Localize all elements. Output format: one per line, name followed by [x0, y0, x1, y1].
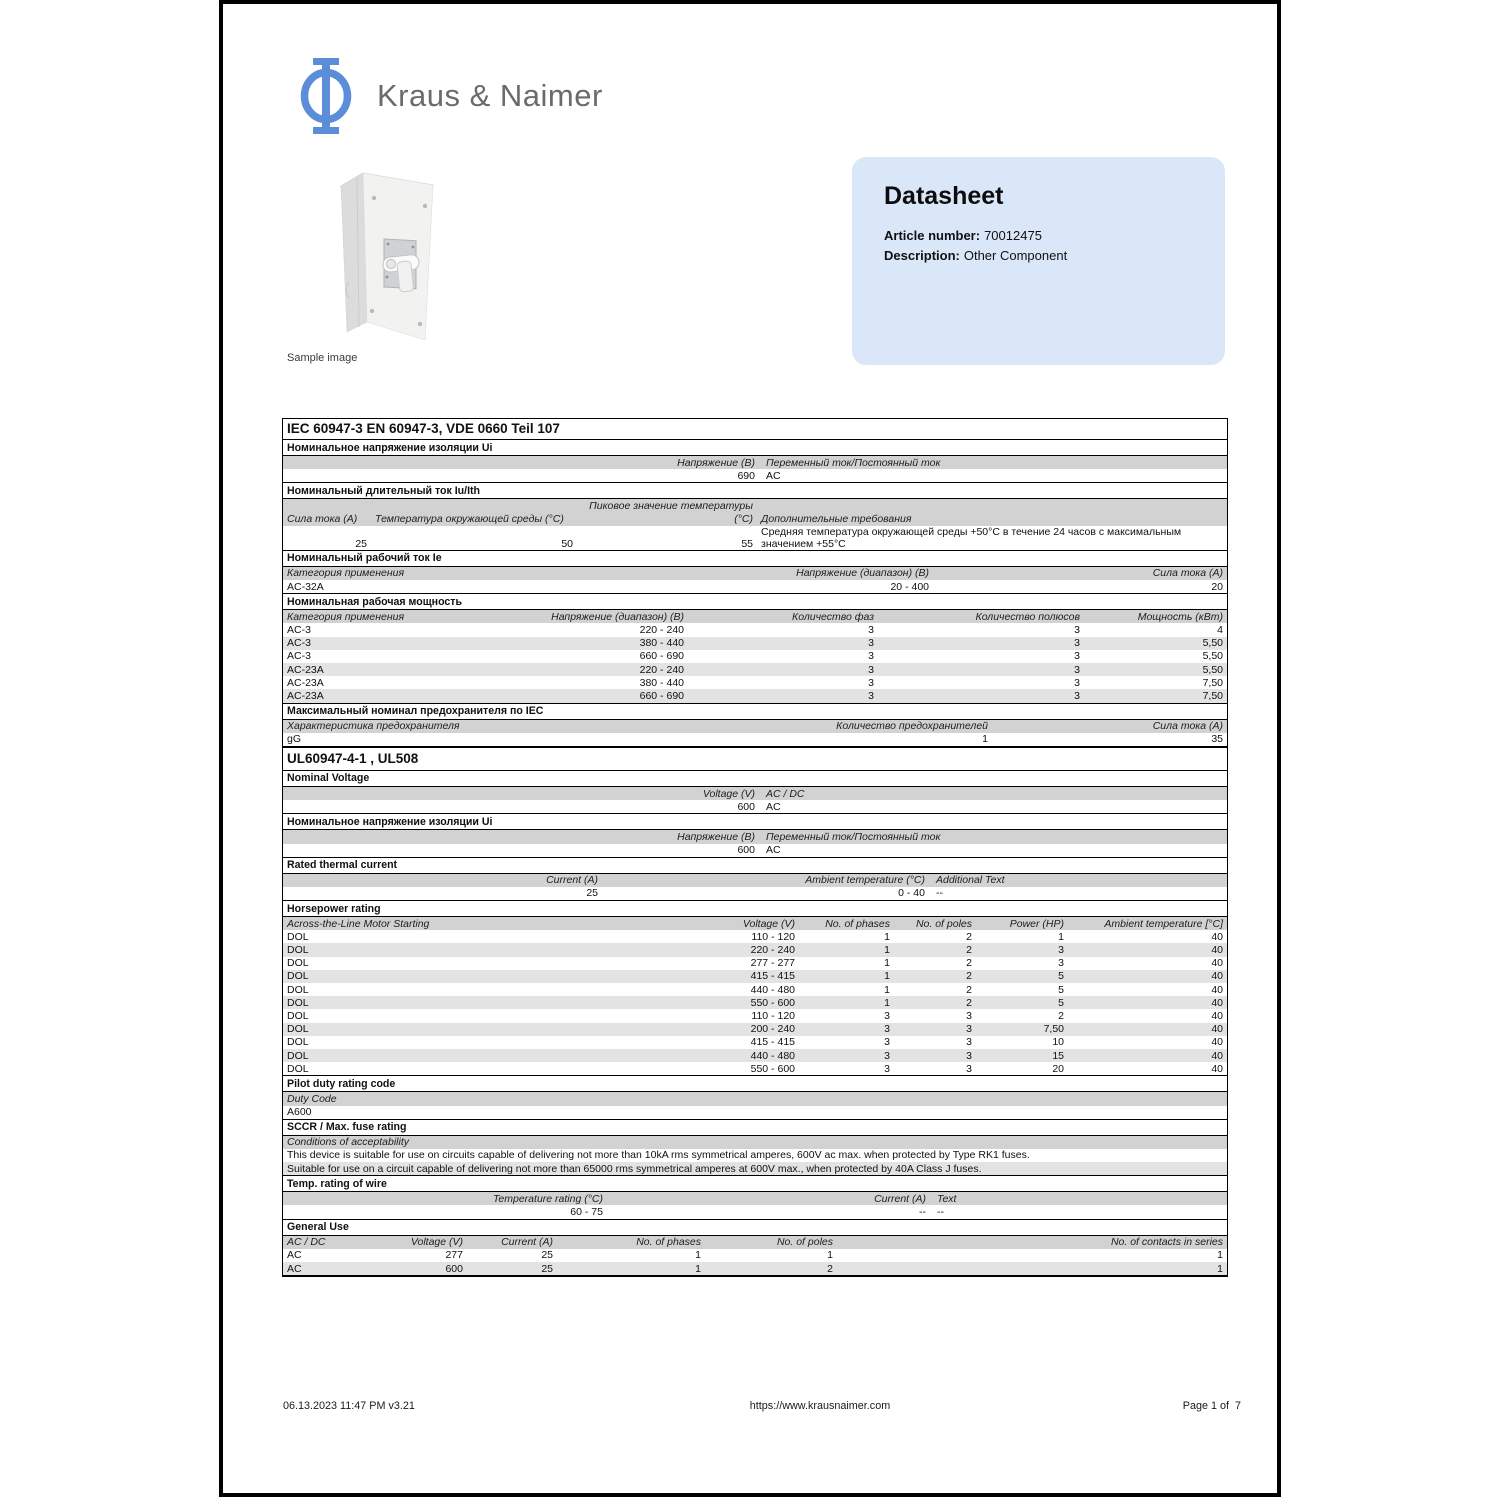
column-header-cell: Напряжение (диапазон) (B) [770, 567, 933, 580]
data-cell: 550 - 600 [750, 1062, 795, 1075]
page-title: Datasheet [884, 182, 1004, 210]
article-number-label: Article number: [884, 228, 981, 243]
data-cell: 40 [1068, 1023, 1227, 1036]
footer-date-version: 06.13.2023 11:47 PM v3.21 [283, 1400, 415, 1412]
table-row [283, 513, 1227, 526]
data-cell: 3 [878, 663, 1084, 676]
table-row [283, 1036, 1227, 1049]
data-cell: 3 [884, 1062, 890, 1075]
data-cell: AC [766, 844, 781, 857]
data-cell: 50 [561, 537, 573, 550]
data-cell: DOL [283, 996, 687, 1009]
data-cell: 380 - 440 [639, 676, 684, 689]
phi-logo-icon [297, 56, 355, 136]
table-row [283, 580, 1227, 594]
data-cell: 600 [737, 844, 755, 857]
data-cell: DOL [287, 957, 309, 970]
table-ul-insulation-voltage [283, 830, 1227, 857]
data-cell: 25 [355, 537, 367, 550]
table-row [283, 469, 1227, 483]
data-cell: 440 - 480 [750, 983, 795, 996]
data-cell: 7,50 [1084, 689, 1227, 703]
data-cell: 3 [884, 1009, 890, 1022]
section-title-iec: IEC 60947-3 EN 60947-3, VDE 0660 Teil 107 [283, 419, 1227, 440]
data-cell: 10 [1052, 1036, 1064, 1049]
table-row [283, 930, 1227, 943]
section-title-pilot-duty: Pilot duty rating code [283, 1076, 1227, 1092]
table-pilot-duty [283, 1092, 1227, 1119]
column-header-cell: Across-the-Line Motor Starting [283, 917, 687, 930]
column-header-cell: Напряжение (диапазон) (B) [534, 610, 688, 623]
column-header-cell: Сила тока (A) [283, 513, 371, 526]
data-cell: 1 [837, 1262, 1227, 1276]
table-row [283, 1106, 1227, 1120]
data-cell: AC-23A [283, 689, 534, 703]
description-value: Other Component [963, 247, 1068, 263]
data-cell: -- [936, 887, 943, 900]
table-row [283, 983, 1227, 996]
section-title-wire-temp: Temp. rating of wire [283, 1176, 1227, 1192]
data-cell: 5 [1058, 983, 1064, 996]
column-header-cell: Ambient temperature (°C) [602, 874, 929, 887]
table-row [283, 637, 1227, 650]
data-cell: 3 [1058, 957, 1064, 970]
section-title-operational-power: Номинальная рабочая мощность [283, 594, 1227, 610]
column-header-cell: Current (A) [283, 874, 602, 887]
column-header-cell: No. of poles [894, 917, 976, 930]
column-header-cell: Переменный ток/Постоянный ток [759, 456, 1227, 469]
data-cell: 2 [966, 930, 972, 943]
column-header-cell: Current (A) [467, 1236, 557, 1249]
product-image [327, 164, 445, 349]
data-cell: 3 [688, 689, 878, 703]
data-cell: 5 [976, 996, 1068, 1009]
column-header-cell: Additional Text [929, 874, 1227, 887]
column-header-cell [371, 499, 577, 512]
table-row [283, 676, 1227, 689]
data-cell: 2 [894, 943, 976, 956]
article-number-line [884, 226, 1193, 246]
section-title-continuous-current: Номинальный длительный ток Iu/Ith [283, 483, 1227, 499]
data-cell: 2 [894, 996, 976, 1009]
data-cell: AC-3 [287, 650, 311, 663]
data-cell: 220 - 240 [639, 624, 684, 636]
column-header-cell: No. of poles [705, 1236, 837, 1249]
table-row [283, 567, 1227, 580]
column-header-cell: Количество фаз [688, 610, 878, 623]
data-cell: 3 [966, 1036, 972, 1049]
footer-page-number: Page 1 of 7 [1182, 1400, 1241, 1412]
data-cell: 3 [688, 663, 878, 676]
data-cell: A600 [287, 1106, 312, 1119]
column-header-cell: Ambient temperature [°C] [1068, 917, 1227, 930]
table-iec-insulation-voltage [283, 456, 1227, 483]
table-row [283, 874, 1227, 887]
data-cell: 1 [799, 996, 894, 1009]
data-cell: 5,50 [1084, 637, 1227, 650]
data-cell: DOL [283, 943, 687, 956]
data-cell: 1 [799, 943, 894, 956]
data-cell: 40 [1211, 957, 1223, 970]
column-header-cell: Voltage (V) [387, 1236, 467, 1249]
data-cell: AC [287, 1249, 302, 1262]
table-general-use [283, 1236, 1227, 1277]
data-cell: 440 - 480 [687, 1049, 799, 1062]
data-cell: 200 - 240 [687, 1023, 799, 1036]
data-cell: 7,50 [976, 1023, 1068, 1036]
data-cell: 7,50 [1202, 676, 1223, 689]
column-header-cell: No. of phases [799, 917, 894, 930]
column-header-cell: Text [930, 1192, 1227, 1205]
table-row [283, 800, 1227, 814]
data-cell: 1 [695, 1249, 701, 1262]
data-cell: 415 - 415 [750, 1036, 795, 1049]
table-row [283, 1149, 1227, 1162]
column-header-cell: Количество полюсов [878, 610, 1084, 623]
column-header-cell: (°C) [577, 513, 757, 526]
data-cell: 4 [1217, 624, 1223, 636]
data-cell: 25 [586, 887, 598, 900]
table-wire-temp [283, 1192, 1227, 1219]
column-header-cell: Мощность (кВт) [1084, 610, 1227, 623]
data-cell: 3 [884, 1036, 890, 1049]
data-cell: 690 [737, 469, 755, 482]
data-cell: DOL [283, 1023, 687, 1036]
data-cell: 277 [445, 1249, 463, 1262]
data-cell: DOL [287, 930, 309, 943]
data-cell: 3 [1074, 650, 1080, 663]
column-header-cell: Voltage (V) [687, 917, 799, 930]
data-cell: 277 - 277 [750, 957, 795, 970]
data-cell: DOL [287, 1009, 309, 1022]
data-cell: 40 [1211, 983, 1223, 996]
section-title-sccr: SCCR / Max. fuse rating [283, 1120, 1227, 1136]
data-cell: AC-3 [287, 624, 311, 636]
data-cell: -- [937, 1206, 944, 1218]
data-cell: 3 [868, 676, 874, 689]
column-header-cell: Current (A) [607, 1192, 930, 1205]
table-row [283, 456, 1227, 469]
description-label: Description: [884, 247, 960, 263]
column-header-cell: Conditions of acceptability [283, 1136, 1227, 1149]
table-operational-power [283, 610, 1227, 703]
table-row [283, 957, 1227, 970]
data-cell: 1 [557, 1262, 705, 1276]
brand-name: Kraus & Naimer [377, 78, 603, 113]
table-row [283, 830, 1227, 843]
data-cell: 600 [387, 1262, 467, 1276]
column-header-cell: Переменный ток/Постоянный ток [759, 830, 1227, 843]
column-header-cell: Сила тока (A) [933, 567, 1227, 580]
data-cell: 2 [966, 957, 972, 970]
data-cell: 3 [966, 1062, 972, 1075]
data-cell: 660 - 690 [534, 689, 688, 703]
datasheet-page [219, 0, 1281, 1497]
data-cell: 3 [894, 1049, 976, 1062]
data-cell: gG [287, 733, 302, 746]
table-row [283, 996, 1227, 1009]
column-header-cell: Количество предохранителей [704, 720, 992, 733]
table-row [283, 1092, 1227, 1105]
column-header-cell: Пиковое значение температуры [577, 499, 757, 512]
column-header-cell [283, 499, 371, 512]
table-row [283, 1262, 1227, 1276]
data-cell: 40 [1211, 1009, 1223, 1022]
table-row [283, 1136, 1227, 1149]
data-cell: DOL [283, 970, 687, 983]
column-header-cell: Duty Code [283, 1092, 1227, 1105]
section-title-nominal-voltage: Nominal Voltage [283, 771, 1227, 787]
data-cell: 40 [1068, 943, 1227, 956]
table-row [283, 689, 1227, 703]
column-header-cell: Категория применения [283, 610, 534, 623]
table-row [283, 610, 1227, 623]
data-cell: 60 - 75 [570, 1206, 603, 1218]
data-cell: Средняя температура окружающей среды +50°C в течение 24 часов с максимальным значением +55°C [761, 525, 1182, 550]
data-cell: 600 [737, 800, 755, 813]
section-title-general-use: General Use [283, 1220, 1227, 1236]
sample-image-caption: Sample image [287, 352, 358, 364]
column-header-cell: Сила тока (A) [992, 720, 1227, 733]
table-row [283, 720, 1227, 733]
data-cell: 40 [1068, 996, 1227, 1009]
data-cell: 25 [467, 1262, 557, 1276]
data-cell: 380 - 440 [534, 637, 688, 650]
data-cell: AC [766, 800, 781, 813]
data-cell: 3 [799, 1023, 894, 1036]
section-title-insulation-voltage-iec: Номинальное напряжение изоляции Ui [283, 440, 1227, 456]
data-cell: 1 [799, 970, 894, 983]
column-header-cell [757, 499, 1227, 512]
column-header-cell: Напряжение (B) [283, 456, 759, 469]
table-operational-current [283, 567, 1227, 594]
data-cell: 1 [1058, 930, 1064, 943]
column-header-cell: Характеристика предохранителя [283, 720, 704, 733]
data-cell: 1 [884, 983, 890, 996]
table-row [283, 526, 1227, 551]
table-row [283, 787, 1227, 800]
data-cell: 40 [1211, 1062, 1223, 1075]
data-cell: 550 - 600 [687, 996, 799, 1009]
data-cell: 2 [705, 1262, 837, 1276]
data-cell: 5,50 [1084, 663, 1227, 676]
data-cell: 3 [878, 637, 1084, 650]
spec-sheet [282, 418, 1228, 1277]
table-row [283, 1049, 1227, 1062]
data-cell: 1 [982, 733, 988, 746]
data-cell: 35 [1211, 733, 1223, 746]
table-sccr [283, 1136, 1227, 1177]
data-cell: 1 [884, 930, 890, 943]
table-continuous-current [283, 499, 1227, 551]
section-title-ul: UL60947-4-1 , UL508 [283, 747, 1227, 771]
data-cell: 40 [1068, 1049, 1227, 1062]
data-cell: 55 [741, 537, 753, 550]
data-cell: DOL [287, 983, 309, 996]
description-line [884, 246, 1193, 266]
data-cell: 40 [1211, 930, 1223, 943]
table-row [283, 1023, 1227, 1036]
data-cell: 3 [868, 650, 874, 663]
table-row [283, 623, 1227, 636]
data-cell: 3 [688, 637, 878, 650]
table-row [283, 970, 1227, 983]
table-row [283, 943, 1227, 956]
section-title-max-fuse-iec: Максимальный номинал предохранителя по IEC [283, 704, 1227, 720]
table-row [283, 499, 1227, 512]
data-cell: 660 - 690 [639, 650, 684, 663]
data-cell: AC-32A [287, 580, 324, 593]
article-number-value: 70012475 [984, 228, 1042, 243]
data-cell: 3 [799, 1049, 894, 1062]
data-cell: 1 [884, 957, 890, 970]
footer-website-link[interactable]: https://www.krausnaimer.com [749, 1400, 891, 1412]
table-row [283, 844, 1227, 858]
column-header-cell: Voltage (V) [283, 787, 759, 800]
table-row [283, 1162, 1227, 1176]
column-header-cell: Температура окружающей среды (°C) [371, 513, 577, 526]
data-cell: DOL [283, 1049, 687, 1062]
column-header-cell: No. of contacts in series [837, 1236, 1227, 1249]
data-cell: AC-23A [287, 676, 324, 689]
data-cell: 40 [1211, 1036, 1223, 1049]
data-cell: This device is suitable for use on circuits capable of delivering not more than 10kA rms symmetrical amperes, 600V ac max. when protected by Type RK1 fuses. [287, 1149, 1030, 1162]
table-rated-thermal-current [283, 874, 1227, 901]
data-cell: 1 [827, 1249, 833, 1262]
section-title-horsepower-rating: Horsepower rating [283, 901, 1227, 917]
section-title-rated-thermal-current: Rated thermal current [283, 858, 1227, 874]
data-cell: 20 [1211, 580, 1223, 593]
table-horsepower-rating [283, 917, 1227, 1076]
table-row [283, 1062, 1227, 1076]
data-cell: AC [766, 469, 781, 482]
data-cell: 3 [976, 943, 1068, 956]
table-nominal-voltage [283, 787, 1227, 814]
table-row [283, 650, 1227, 663]
data-cell: 25 [541, 1249, 553, 1262]
data-cell: 3 [868, 624, 874, 636]
column-header-cell: AC / DC [283, 1236, 387, 1249]
section-title-insulation-voltage-ul: Номинальное напряжение изоляции Ui [283, 814, 1227, 830]
data-cell: 5,50 [1202, 650, 1223, 663]
brand-logo [297, 56, 603, 136]
data-cell: 3 [878, 689, 1084, 703]
data-cell: -- [919, 1206, 926, 1218]
column-header-cell: Temperature rating (°C) [283, 1192, 607, 1205]
data-cell: 3 [966, 1009, 972, 1022]
data-cell: 0 - 40 [898, 887, 925, 900]
table-row [283, 663, 1227, 676]
info-box [852, 157, 1225, 365]
section-title-operational-current: Номинальный рабочий ток Ie [283, 551, 1227, 567]
data-cell: AC-23A [283, 663, 534, 676]
column-header-cell: No. of phases [557, 1236, 705, 1249]
data-cell: DOL [287, 1062, 309, 1075]
table-row [283, 1009, 1227, 1022]
column-header-cell: Power (HP) [976, 917, 1068, 930]
data-cell: 220 - 240 [534, 663, 688, 676]
data-cell: 5 [976, 970, 1068, 983]
data-cell: 2 [966, 983, 972, 996]
table-max-fuse-iec [283, 720, 1227, 747]
data-cell: AC [283, 1262, 387, 1276]
table-row [283, 1192, 1227, 1205]
data-cell: Suitable for use on a circuit capable of delivering not more than 65000 rms symmetrical amperes at 600V max., when protected by 40A Class J fuses. [283, 1162, 1227, 1176]
data-cell: 110 - 120 [751, 930, 795, 943]
enclosure-switch-illustration [327, 164, 445, 344]
column-header-cell: AC / DC [759, 787, 1227, 800]
data-cell: 40 [1068, 970, 1227, 983]
column-header-cell: Напряжение (B) [283, 830, 759, 843]
data-cell: 2 [1058, 1009, 1064, 1022]
data-cell: 20 [1052, 1062, 1064, 1075]
data-cell: 20 - 400 [890, 580, 929, 593]
table-row [283, 917, 1227, 930]
table-row [283, 1205, 1227, 1219]
data-cell: 3 [894, 1023, 976, 1036]
data-cell: 1 [1217, 1249, 1223, 1262]
column-header-cell: Категория применения [283, 567, 770, 580]
data-cell: 415 - 415 [687, 970, 799, 983]
table-row [283, 733, 1227, 747]
data-cell: 3 [1074, 676, 1080, 689]
data-cell: 220 - 240 [687, 943, 799, 956]
table-row [283, 1236, 1227, 1249]
data-cell: AC-3 [283, 637, 534, 650]
column-header-cell: Дополнительные требования [757, 513, 1227, 526]
data-cell: 110 - 120 [751, 1009, 795, 1022]
table-row [283, 1249, 1227, 1262]
data-cell: 3 [1074, 624, 1080, 636]
data-cell: DOL [287, 1036, 309, 1049]
data-cell: 2 [894, 970, 976, 983]
table-row [283, 887, 1227, 901]
data-cell: 15 [976, 1049, 1068, 1062]
